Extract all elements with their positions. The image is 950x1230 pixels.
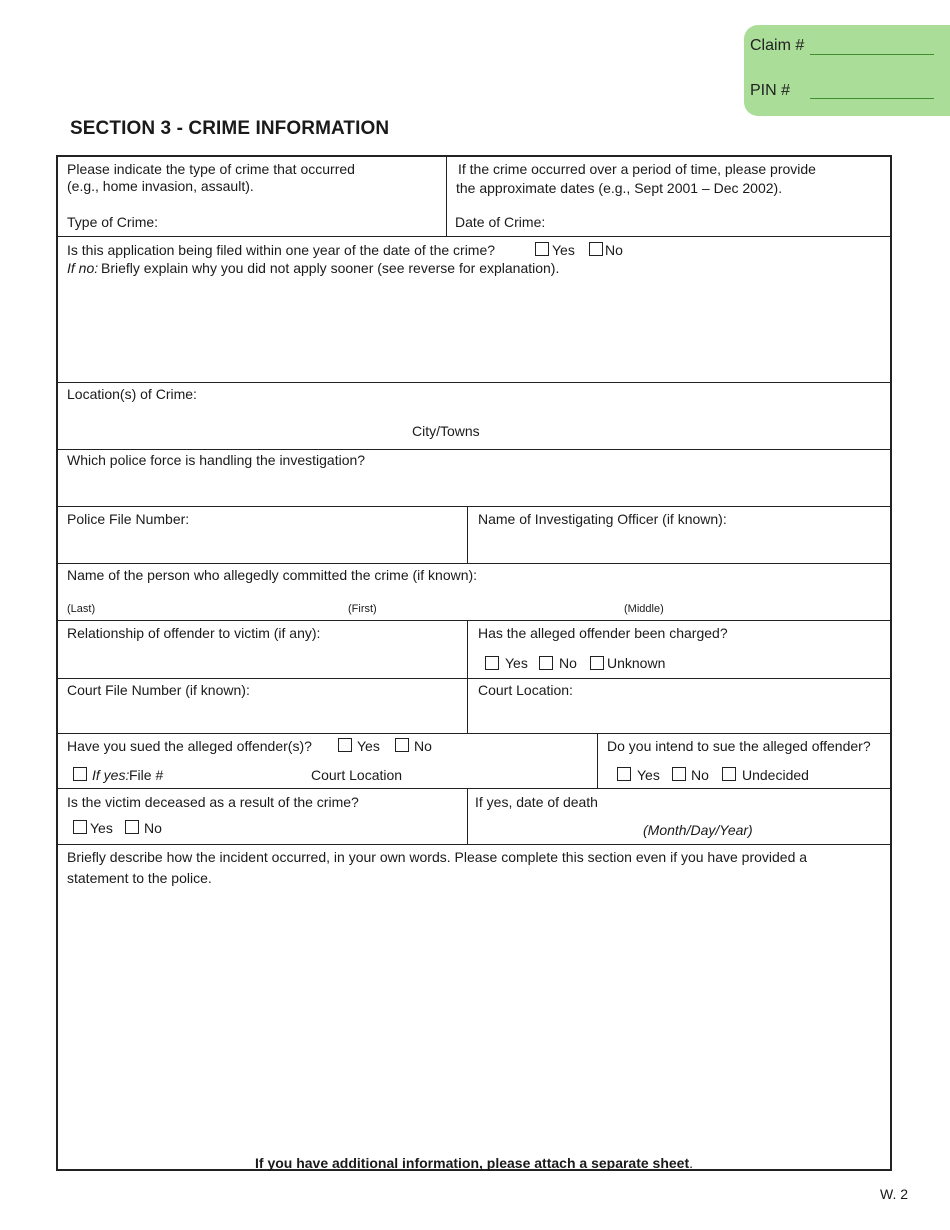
crime-date-instruction: If the crime occurred over a period of time, please provide bbox=[458, 161, 816, 177]
divider bbox=[57, 788, 892, 789]
charged-question: Has the alleged offender been charged? bbox=[478, 625, 728, 641]
within-year-yes-checkbox[interactable] bbox=[535, 242, 549, 256]
crime-type-instruction: (e.g., home invasion, assault). bbox=[67, 178, 254, 194]
within-year-question: Is this application being filed within one year of the date of the crime? bbox=[67, 242, 496, 258]
intend-no-checkbox[interactable] bbox=[672, 767, 686, 781]
divider bbox=[57, 678, 892, 679]
charged-yes-checkbox[interactable] bbox=[485, 656, 499, 670]
intend-yes-label: Yes bbox=[637, 767, 660, 783]
sued-no-label: No bbox=[414, 738, 432, 754]
deceased-no-label: No bbox=[144, 820, 162, 836]
divider bbox=[597, 733, 598, 788]
intend-undecided-label: Undecided bbox=[742, 767, 809, 783]
within-year-yes-label: Yes bbox=[552, 242, 575, 258]
court-file-number-label: Court File Number (if known): bbox=[67, 682, 250, 698]
claim-pin-box bbox=[744, 25, 950, 116]
sued-question: Have you sued the alleged offender(s)? bbox=[67, 738, 312, 754]
location-label: Location(s) of Crime: bbox=[67, 386, 197, 402]
crime-date-instruction: the approximate dates (e.g., Sept 2001 – Dec 2002). bbox=[456, 180, 783, 196]
if-no-prefix: If no: bbox=[67, 260, 99, 276]
divider bbox=[57, 733, 892, 734]
if-yes-prefix: If yes: bbox=[92, 767, 130, 783]
file-number-label: File # bbox=[129, 767, 164, 783]
last-name-label: (Last) bbox=[67, 603, 96, 615]
crime-type-instruction: Please indicate the type of crime that occurred bbox=[67, 161, 355, 177]
divider bbox=[57, 506, 892, 507]
sued-yes-label: Yes bbox=[357, 738, 380, 754]
intend-no-label: No bbox=[691, 767, 709, 783]
police-force-label: Which police force is handling the investigation? bbox=[67, 452, 366, 468]
city-towns-label: City/Towns bbox=[412, 423, 480, 439]
pin-number-field[interactable] bbox=[810, 98, 934, 99]
divider bbox=[467, 506, 468, 563]
if-yes-checkbox[interactable] bbox=[73, 767, 87, 781]
divider bbox=[57, 449, 892, 450]
charged-unknown-checkbox[interactable] bbox=[590, 656, 604, 670]
divider bbox=[57, 563, 892, 564]
date-format-hint: (Month/Day/Year) bbox=[643, 822, 753, 838]
if-no-explanation: Briefly explain why you did not apply sooner (see reverse for explanation). bbox=[101, 260, 560, 276]
divider bbox=[57, 620, 892, 621]
police-file-number-label: Police File Number: bbox=[67, 511, 190, 527]
deceased-no-checkbox[interactable] bbox=[125, 820, 139, 834]
divider bbox=[467, 788, 468, 844]
type-of-crime-label: Type of Crime: bbox=[67, 214, 159, 230]
intend-sue-question: Do you intend to sue the alleged offender? bbox=[607, 738, 871, 754]
within-year-no-checkbox[interactable] bbox=[589, 242, 603, 256]
deceased-yes-checkbox[interactable] bbox=[73, 820, 87, 834]
sued-court-location-label: Court Location bbox=[311, 767, 403, 783]
section-title: SECTION 3 - CRIME INFORMATION bbox=[70, 118, 390, 139]
divider bbox=[446, 156, 447, 236]
date-of-crime-label: Date of Crime: bbox=[455, 214, 546, 230]
relationship-label: Relationship of offender to victim (if any): bbox=[67, 625, 321, 641]
pin-label: PIN # bbox=[750, 82, 791, 99]
description-instruction: statement to the police. bbox=[67, 870, 212, 886]
incident-description-area[interactable] bbox=[67, 890, 882, 1145]
middle-name-label: (Middle) bbox=[624, 603, 664, 615]
charged-unknown-label: Unknown bbox=[607, 655, 666, 671]
sued-yes-checkbox[interactable] bbox=[338, 738, 352, 752]
divider bbox=[57, 382, 892, 383]
claim-number-field[interactable] bbox=[810, 54, 934, 55]
intend-yes-checkbox[interactable] bbox=[617, 767, 631, 781]
charged-no-checkbox[interactable] bbox=[539, 656, 553, 670]
sued-no-checkbox[interactable] bbox=[395, 738, 409, 752]
offender-name-label: Name of the person who allegedly committed the crime (if known): bbox=[67, 567, 478, 583]
date-of-death-label: If yes, date of death bbox=[475, 794, 598, 810]
charged-no-label: No bbox=[559, 655, 577, 671]
description-instruction: Briefly describe how the incident occurred, in your own words. Please complete this section even if you have provided a bbox=[67, 849, 808, 865]
court-location-label: Court Location: bbox=[478, 682, 573, 698]
attach-sheet-note: If you have additional information, please attach a separate sheet. bbox=[255, 1155, 694, 1171]
investigating-officer-label: Name of Investigating Officer (if known): bbox=[478, 511, 727, 527]
divider bbox=[57, 236, 892, 237]
intend-undecided-checkbox[interactable] bbox=[722, 767, 736, 781]
page-number: W. 2 bbox=[880, 1186, 909, 1202]
deceased-question: Is the victim deceased as a result of the crime? bbox=[67, 794, 359, 810]
divider bbox=[57, 844, 892, 845]
claim-label: Claim # bbox=[750, 37, 805, 54]
divider bbox=[467, 620, 468, 733]
deceased-yes-label: Yes bbox=[90, 820, 113, 836]
first-name-label: (First) bbox=[348, 603, 377, 615]
charged-yes-label: Yes bbox=[505, 655, 528, 671]
within-year-no-label: No bbox=[605, 242, 623, 258]
